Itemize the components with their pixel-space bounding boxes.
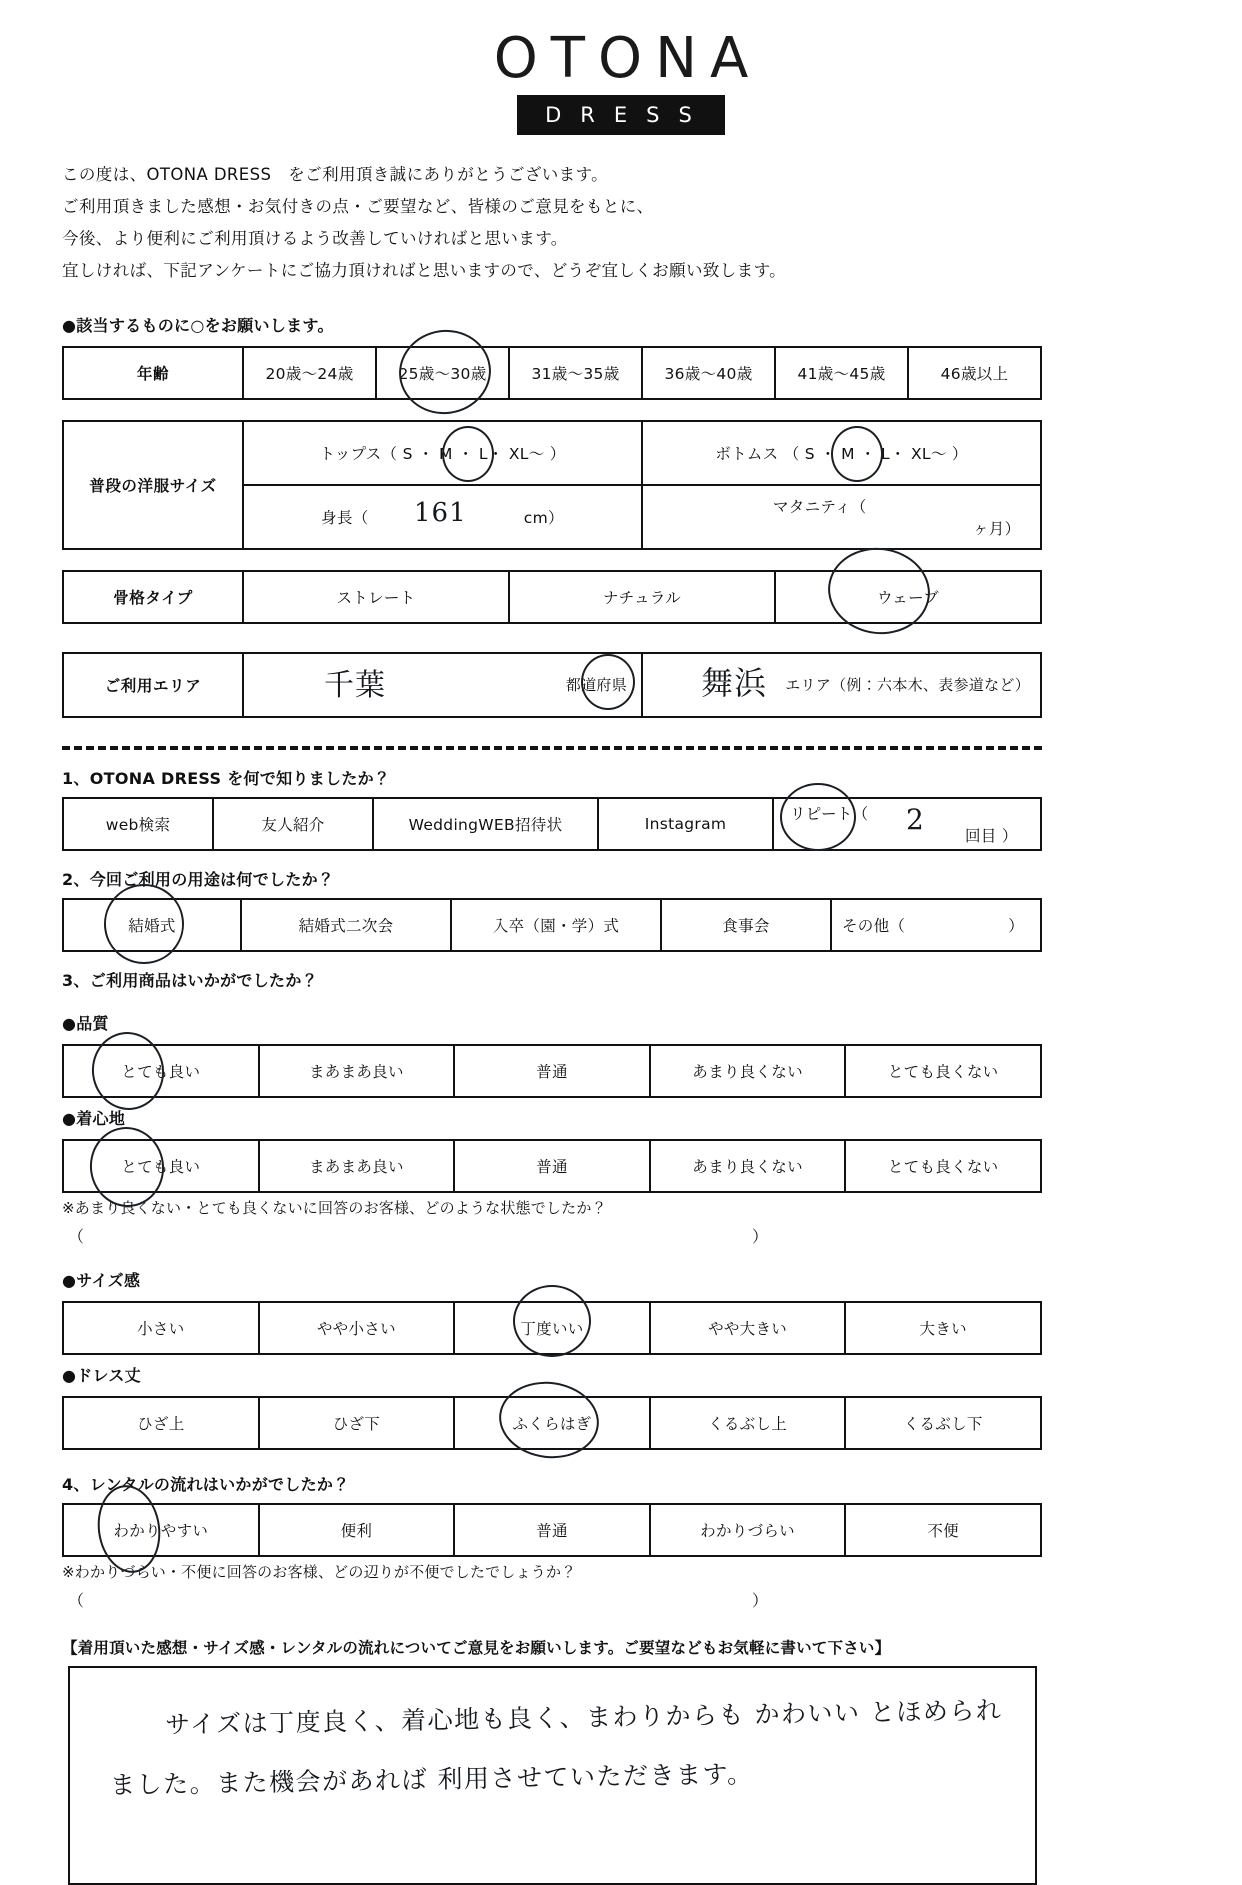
q2-option-0-label: 結婚式 bbox=[128, 917, 176, 936]
clothing-size-table bbox=[62, 420, 1042, 550]
quality-option-4[interactable]: とても良くない bbox=[845, 1045, 1041, 1097]
comfort-option-1[interactable]: まあまあ良い bbox=[259, 1140, 455, 1192]
age-option-2[interactable]: 31歳～35歳 bbox=[509, 347, 642, 399]
table-row bbox=[63, 347, 1041, 399]
height-label: 身長（ bbox=[321, 509, 369, 528]
maternity-unit: ヶ月） bbox=[973, 520, 1021, 539]
table-row bbox=[63, 1504, 1041, 1556]
area-label: ご利用エリア bbox=[63, 653, 243, 717]
comfort-option-4[interactable]: とても良くない bbox=[845, 1140, 1041, 1192]
free-comment-line-1: サイズは丁度良く、着心地も良く、まわりからも かわいい とほめられ bbox=[164, 1696, 1003, 1740]
q4-title: 4、レンタルの流れはいかがでしたか？ bbox=[62, 1475, 350, 1495]
dress-length-option-1[interactable]: ひざ下 bbox=[259, 1397, 455, 1449]
age-label: 年齢 bbox=[63, 347, 243, 399]
q2-title: 2、今回ご利用の用途は何でしたか？ bbox=[62, 870, 335, 890]
size-feel-option-4[interactable]: 大きい bbox=[845, 1302, 1041, 1354]
q1-option-4[interactable] bbox=[773, 798, 1041, 850]
tops-size-cell[interactable] bbox=[243, 421, 642, 485]
table-row bbox=[63, 571, 1041, 623]
age-option-4[interactable]: 41歳～45歳 bbox=[775, 347, 908, 399]
comfort-table bbox=[62, 1139, 1042, 1193]
bottoms-size-cell[interactable] bbox=[642, 421, 1041, 485]
skeleton-option-2-label: ウェーブ bbox=[877, 589, 939, 608]
intro-paragraph bbox=[62, 159, 1242, 288]
table-row bbox=[63, 653, 1041, 717]
height-value: 161 bbox=[414, 498, 467, 529]
dress-length-label: ●ドレス丈 bbox=[62, 1366, 141, 1386]
dress-length-option-2-label: ふくらはぎ bbox=[512, 1415, 592, 1434]
free-comment-line-2: ました。また機会があれば 利用させていただきます。 bbox=[109, 1759, 754, 1801]
table-row bbox=[63, 1140, 1041, 1192]
q2-other-close: ） bbox=[1008, 917, 1024, 936]
intro-line-4: 宜しければ、下記アンケートにご協力頂ければと思いますので、どうぞ宜しくお願い致します。 bbox=[62, 261, 787, 281]
age-option-5[interactable]: 46歳以上 bbox=[908, 347, 1041, 399]
comfort-label: ●着心地 bbox=[62, 1109, 126, 1129]
q1-repeat-suffix: 回目 ） bbox=[965, 827, 1018, 846]
free-comment-box[interactable] bbox=[68, 1666, 1037, 1885]
age-option-1[interactable] bbox=[376, 347, 509, 399]
prefecture-hint: 都道府県 bbox=[565, 676, 627, 695]
quality-option-2[interactable]: 普通 bbox=[454, 1045, 650, 1097]
height-cell[interactable] bbox=[243, 485, 642, 549]
q4-option-0[interactable] bbox=[63, 1504, 259, 1556]
q2-option-3[interactable]: 食事会 bbox=[661, 899, 831, 951]
q4-option-3[interactable]: わかりづらい bbox=[650, 1504, 846, 1556]
age-option-3[interactable]: 36歳～40歳 bbox=[642, 347, 775, 399]
comfort-followup-open: （ bbox=[68, 1227, 85, 1247]
quality-option-3[interactable]: あまり良くない bbox=[650, 1045, 846, 1097]
prefecture-cell[interactable] bbox=[243, 653, 642, 717]
comfort-followup-note: ※あまり良くない・とても良くないに回答のお客様、どのような状態でしたか？ bbox=[62, 1199, 607, 1218]
brand-logo bbox=[0, 0, 1242, 135]
table-row bbox=[63, 798, 1041, 850]
bottoms-size-label: ボトムス （ S ・ M ・ L・ XL～ ） bbox=[715, 445, 968, 464]
skeleton-option-2[interactable] bbox=[775, 571, 1041, 623]
dress-length-table bbox=[62, 1396, 1042, 1450]
size-feel-table bbox=[62, 1301, 1042, 1355]
section-divider bbox=[62, 746, 1042, 750]
size-feel-option-2[interactable] bbox=[454, 1302, 650, 1354]
table-row bbox=[63, 1397, 1041, 1449]
q1-option-1[interactable]: 友人紹介 bbox=[213, 798, 373, 850]
q4-option-4[interactable]: 不便 bbox=[845, 1504, 1041, 1556]
age-option-1-label: 25歳～30歳 bbox=[398, 365, 487, 384]
q2-option-0[interactable] bbox=[63, 899, 241, 951]
table-row bbox=[63, 421, 1041, 485]
prefecture-value: 千葉 bbox=[324, 668, 386, 704]
skeleton-label: 骨格タイプ bbox=[63, 571, 243, 623]
q1-option-3[interactable]: Instagram bbox=[598, 798, 773, 850]
q4-followup-field[interactable] bbox=[62, 1588, 1042, 1610]
q2-option-4-label: その他（ bbox=[842, 917, 906, 936]
table-row bbox=[63, 1045, 1041, 1097]
intro-line-3: 今後、より便利にご利用頂けるよう改善していければと思います。 bbox=[62, 229, 568, 249]
q1-table bbox=[62, 797, 1042, 851]
dress-length-option-0[interactable]: ひざ上 bbox=[63, 1397, 259, 1449]
age-option-0[interactable]: 20歳～24歳 bbox=[243, 347, 376, 399]
dress-length-option-2[interactable] bbox=[454, 1397, 650, 1449]
comfort-option-0[interactable] bbox=[63, 1140, 259, 1192]
age-table bbox=[62, 346, 1042, 400]
comfort-followup-field[interactable] bbox=[62, 1224, 1042, 1246]
size-feel-label: ●サイズ感 bbox=[62, 1271, 141, 1291]
intro-line-2: ご利用頂きました感想・お気付きの点・ご要望など、皆様のご意見をもとに、 bbox=[62, 196, 654, 216]
free-comment-title: 【着用頂いた感想・サイズ感・レンタルの流れについてご意見をお願いします。ご要望などもお気軽に書いて下さい】 bbox=[62, 1639, 891, 1658]
quality-option-1[interactable]: まあまあ良い bbox=[259, 1045, 455, 1097]
circle-instruction: ●該当するものに○をお願いします。 bbox=[62, 316, 334, 336]
q1-title: 1、OTONA DRESS を何で知りましたか？ bbox=[62, 769, 391, 789]
skeleton-option-1[interactable]: ナチュラル bbox=[509, 571, 775, 623]
dress-length-option-3[interactable]: くるぶし上 bbox=[650, 1397, 846, 1449]
area-value: 舞浜 bbox=[701, 664, 768, 703]
q4-followup-close: ） bbox=[752, 1591, 769, 1611]
q1-option-4-label: リピート（ bbox=[790, 805, 869, 824]
table-row bbox=[63, 1302, 1041, 1354]
quality-option-0-label: とても良い bbox=[121, 1063, 201, 1082]
dress-length-option-4[interactable]: くるぶし下 bbox=[845, 1397, 1041, 1449]
brand-subtitle: DRESS bbox=[517, 95, 725, 135]
comfort-option-3[interactable]: あまり良くない bbox=[650, 1140, 846, 1192]
q4-followup-note: ※わかりづらい・不便に回答のお客様、どの辺りが不便でしたでしょうか？ bbox=[62, 1563, 577, 1582]
q3-title: 3、ご利用商品はいかがでしたか？ bbox=[62, 971, 318, 991]
comfort-followup-close: ） bbox=[752, 1227, 769, 1247]
clothing-size-label: 普段の洋服サイズ bbox=[63, 421, 243, 549]
quality-label: ●品質 bbox=[62, 1014, 109, 1034]
size-feel-option-3[interactable]: やや大きい bbox=[650, 1302, 846, 1354]
comfort-option-2[interactable]: 普通 bbox=[454, 1140, 650, 1192]
quality-option-0[interactable] bbox=[63, 1045, 259, 1097]
area-table bbox=[62, 652, 1042, 718]
q2-option-1[interactable]: 結婚式二次会 bbox=[241, 899, 451, 951]
skeleton-option-0[interactable]: ストレート bbox=[243, 571, 509, 623]
area-hint: エリア（例：六本木、表参道など） bbox=[785, 676, 1030, 695]
q2-option-4[interactable] bbox=[831, 899, 1041, 951]
size-feel-option-2-label: 丁度いい bbox=[520, 1320, 584, 1339]
maternity-label: マタニティ（ bbox=[773, 498, 867, 517]
q4-option-0-label: わかりやすい bbox=[113, 1522, 209, 1541]
q4-followup-open: （ bbox=[68, 1591, 85, 1611]
q2-table bbox=[62, 898, 1042, 952]
quality-table bbox=[62, 1044, 1042, 1098]
size-feel-option-0[interactable]: 小さい bbox=[63, 1302, 259, 1354]
height-unit: cm） bbox=[523, 509, 564, 528]
q2-option-2[interactable]: 入卒（園・学）式 bbox=[451, 899, 661, 951]
comfort-option-0-label: とても良い bbox=[121, 1158, 201, 1177]
size-feel-option-1[interactable]: やや小さい bbox=[259, 1302, 455, 1354]
area-name-cell[interactable] bbox=[642, 653, 1041, 717]
skeleton-type-table bbox=[62, 570, 1042, 624]
brand-name: OTONA bbox=[493, 26, 762, 91]
q4-table bbox=[62, 1503, 1042, 1557]
intro-line-1: この度は、OTONA DRESS をご利用頂き誠にありがとうございます。 bbox=[62, 164, 609, 184]
q4-option-1[interactable]: 便利 bbox=[259, 1504, 455, 1556]
q1-option-0[interactable]: web検索 bbox=[63, 798, 213, 850]
repeat-count-value: 2 bbox=[906, 803, 925, 837]
q1-option-2[interactable]: WeddingWEB招待状 bbox=[373, 798, 598, 850]
table-row bbox=[63, 899, 1041, 951]
tops-size-label: トップス（ S ・ M ・ L・ XL～ ） bbox=[319, 445, 566, 464]
q4-option-2[interactable]: 普通 bbox=[454, 1504, 650, 1556]
maternity-cell[interactable] bbox=[642, 485, 1041, 549]
